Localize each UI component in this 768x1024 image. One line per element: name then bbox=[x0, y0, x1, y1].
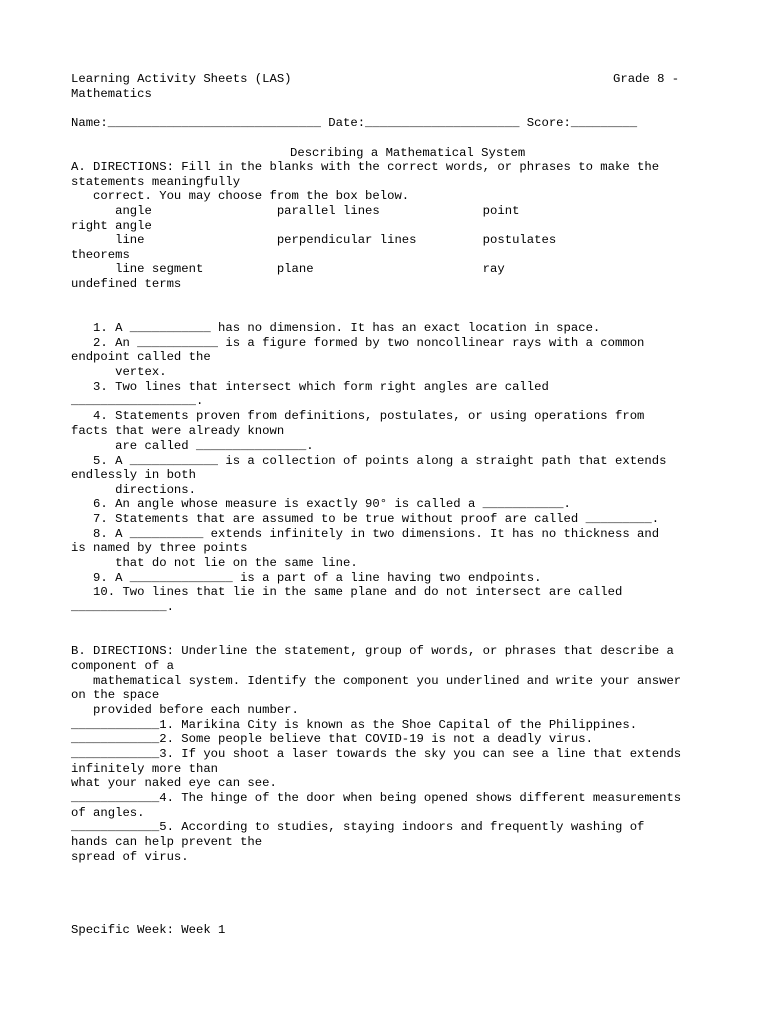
item-line: 6. An angle whose measure is exactly 90° is called a ___________. bbox=[71, 497, 571, 511]
item-line: vertex. bbox=[71, 365, 167, 379]
header-grade: Grade 8 - bbox=[613, 72, 680, 86]
item-line: are called _______________. bbox=[71, 439, 314, 453]
item-line: directions. bbox=[71, 483, 196, 497]
item-line: 9. A ______________ is a part of a line having two endpoints. bbox=[71, 571, 542, 585]
section-b-line: B. DIRECTIONS: Underline the statement, group of words, or phrases that describe a bbox=[71, 644, 674, 658]
word-box-row-wrap: right angle bbox=[71, 219, 152, 233]
section-a-directions-wrap: statements meaningfully bbox=[71, 175, 241, 189]
item-line: facts that were already known bbox=[71, 424, 285, 438]
item-line: _____________. bbox=[71, 600, 174, 614]
section-b-line: infinitely more than bbox=[71, 762, 219, 776]
item-line: 10. Two lines that lie in the same plane and do not intersect are called bbox=[71, 585, 623, 599]
section-b-line: ____________3. If you shoot a laser towards the sky you can see a line that extends bbox=[71, 747, 682, 761]
word-box-row: line segment plane ray bbox=[71, 262, 505, 276]
section-b-line: hands can help prevent the bbox=[71, 835, 263, 849]
item-line: 8. A __________ extends infinitely in two dimensions. It has no thickness and bbox=[71, 527, 660, 541]
name-date-score-line: Name:_____________________________ Date:_____________________ Score:_________ bbox=[71, 116, 638, 130]
section-b-line: of angles. bbox=[71, 806, 145, 820]
section-b-line: ____________5. According to studies, staying indoors and frequently washing of bbox=[71, 820, 645, 834]
word-box-row: angle parallel lines point bbox=[71, 204, 520, 218]
word-box-row-wrap: undefined terms bbox=[71, 277, 182, 291]
header-title: Learning Activity Sheets (LAS) bbox=[71, 72, 292, 86]
item-line: is named by three points bbox=[71, 541, 248, 555]
section-b-line: ____________2. Some people believe that COVID-19 is not a deadly virus. bbox=[71, 732, 593, 746]
section-a-directions-cont: correct. You may choose from the box below. bbox=[71, 189, 410, 203]
section-b-line: ____________4. The hinge of the door when being opened shows different measurements bbox=[71, 791, 682, 805]
item-line: _________________. bbox=[71, 394, 204, 408]
section-b-line: provided before each number. bbox=[71, 703, 299, 717]
footer-week: Specific Week: Week 1 bbox=[71, 923, 226, 937]
section-b-line: mathematical system. Identify the component you underlined and write your answer bbox=[71, 674, 682, 688]
word-box-row: line perpendicular lines postulates bbox=[71, 233, 557, 247]
item-line: 4. Statements proven from definitions, postulates, or using operations from bbox=[71, 409, 645, 423]
item-line: 1. A ___________ has no dimension. It has an exact location in space. bbox=[71, 321, 601, 335]
item-line: 5. A ____________ is a collection of points along a straight path that extends bbox=[71, 454, 667, 468]
item-line: endpoint called the bbox=[71, 350, 211, 364]
item-line: that do not lie on the same line. bbox=[71, 556, 358, 570]
word-box-row-wrap: theorems bbox=[71, 248, 130, 262]
worksheet-title: Describing a Mathematical System bbox=[290, 146, 526, 160]
section-b-line: ____________1. Marikina City is known as the Shoe Capital of the Philippines. bbox=[71, 718, 638, 732]
section-a-directions: A. DIRECTIONS: Fill in the blanks with the correct words, or phrases to make the bbox=[71, 160, 660, 174]
item-line: 2. An ___________ is a figure formed by two noncollinear rays with a common bbox=[71, 336, 645, 350]
item-line: 3. Two lines that intersect which form right angles are called bbox=[71, 380, 549, 394]
section-b-line: what your naked eye can see. bbox=[71, 776, 277, 790]
item-line: 7. Statements that are assumed to be true without proof are called _________. bbox=[71, 512, 660, 526]
item-line: endlessly in both bbox=[71, 468, 196, 482]
section-b-line: on the space bbox=[71, 688, 160, 702]
section-b-line: component of a bbox=[71, 659, 174, 673]
section-b-line: spread of virus. bbox=[71, 850, 189, 864]
header-subject: Mathematics bbox=[71, 87, 152, 101]
